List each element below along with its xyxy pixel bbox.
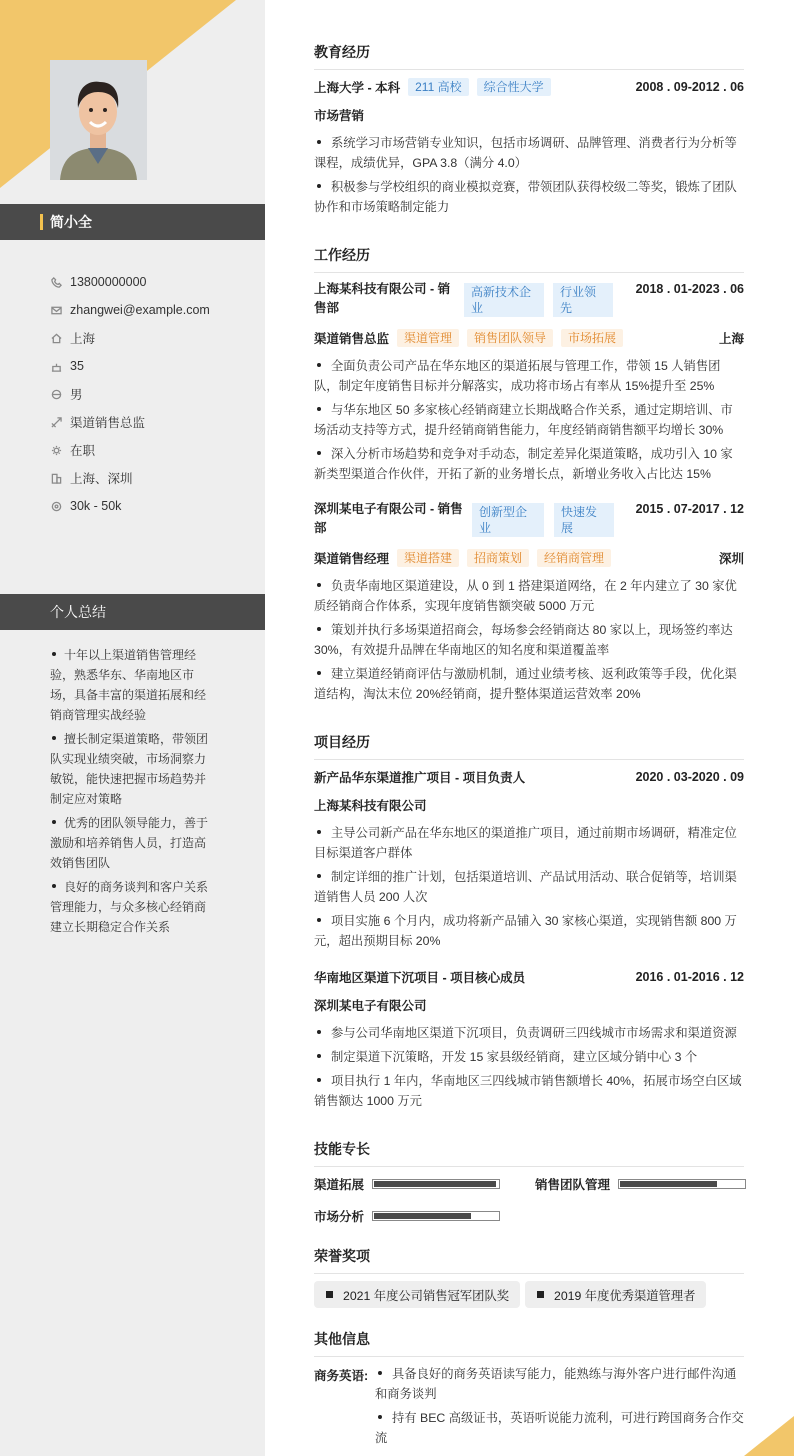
list-item: 参与公司华南地区渠道下沉项目，负责调研三四线城市市场需求和渠道资源 bbox=[314, 1023, 744, 1043]
work-section-title: 工作经历 bbox=[314, 245, 744, 273]
bullet-icon bbox=[317, 830, 321, 834]
list-item: 系统学习市场营销专业知识，包括市场调研、品牌管理、消费者行为分析等课程，成绩优异，GPA 3.8（满分 4.0） bbox=[314, 136, 737, 170]
job-date: 2015 . 07-2017 . 12 bbox=[635, 502, 744, 516]
contact-phone: 13800000000 bbox=[70, 275, 147, 289]
age-icon bbox=[50, 360, 62, 372]
education-date: 2008 . 09-2012 . 06 bbox=[635, 80, 744, 94]
job-tag: 创新型企 业 bbox=[472, 503, 544, 537]
bullet-icon bbox=[317, 1078, 321, 1082]
contact-item bbox=[50, 296, 210, 324]
bullet-icon bbox=[317, 184, 321, 188]
education-section-title: 教育经历 bbox=[314, 42, 744, 70]
bullet-icon bbox=[317, 874, 321, 878]
salary-icon bbox=[50, 500, 62, 512]
skill-tag: 招商策划 bbox=[467, 549, 529, 567]
contact-item bbox=[50, 324, 210, 352]
project-header bbox=[314, 768, 744, 786]
position-icon bbox=[50, 416, 62, 428]
bullet-icon bbox=[317, 363, 321, 367]
bullet-icon bbox=[317, 918, 321, 922]
other-section-title: 其他信息 bbox=[314, 1329, 744, 1357]
contact-target-city: 上海、深圳 bbox=[70, 472, 133, 486]
bullet-icon bbox=[317, 627, 321, 631]
list-item: 负责华南地区渠道建设，从 0 到 1 搭建渠道网络，在 2 年内建立了 30 家优质经销商合作体系，实现年度销售额突破 5000 万元 bbox=[314, 579, 737, 613]
skill-tag: 渠道搭建 bbox=[397, 549, 459, 567]
city-icon bbox=[50, 472, 62, 484]
job-company: 上海某科技有限公司 - 销 售部 bbox=[314, 282, 451, 315]
list-item: 建立渠道经销商评估与激励机制，通过业绩考核、返利政策等手段，优化渠道结构，淘汰末位 20%经销商，提升整体渠道运营效率 20% bbox=[314, 667, 737, 701]
gender-icon bbox=[50, 388, 62, 400]
skill-bar-fill bbox=[374, 1181, 496, 1187]
bullet-icon bbox=[317, 1030, 321, 1034]
contact-item bbox=[50, 464, 210, 492]
list-item: 策划并执行多场渠道招商会，每场参会经销商达 80 家以上，现场签约率达 30%，有效提升品牌在华南地区的知名度和渠道覆盖率 bbox=[314, 623, 733, 657]
contact-item bbox=[50, 436, 210, 464]
job-date: 2018 . 01-2023 . 06 bbox=[635, 282, 744, 296]
status-icon bbox=[50, 444, 62, 456]
summary-item: 擅长制定渠道策略，带领团队实现业绩突破，市场洞察力敏锐，能快速把握市场趋势并制定应对策略 bbox=[50, 732, 209, 806]
bullet-icon bbox=[52, 884, 56, 888]
contact-status: 在职 bbox=[70, 444, 96, 458]
sidebar bbox=[0, 0, 265, 1456]
profile-name: 简小全 bbox=[50, 214, 92, 230]
skill-bar bbox=[372, 1211, 500, 1221]
project-date: 2016 . 01-2016 . 12 bbox=[635, 970, 744, 984]
contact-item bbox=[50, 352, 210, 380]
skill-name: 渠道拓展 bbox=[314, 1178, 365, 1192]
education-tag: 综合性大学 bbox=[477, 78, 551, 96]
summary-item: 优秀的团队领导能力，善于激励和培养销售人员，打造高效销售团队 bbox=[50, 816, 209, 870]
other-list bbox=[375, 1364, 744, 1452]
list-item: 积极参与学校组织的商业模拟竞赛，带领团队获得校级二等奖，锻炼了团队协作和市场策略制定能力 bbox=[314, 180, 737, 214]
skill-tag: 市场拓展 bbox=[561, 329, 623, 347]
bullet-icon bbox=[317, 407, 321, 411]
bullet-icon bbox=[317, 451, 321, 455]
name-accent bbox=[40, 214, 43, 230]
education-list bbox=[314, 133, 744, 221]
education-major: 市场营销 bbox=[314, 109, 365, 123]
education-school: 上海大学 - 本科 bbox=[314, 81, 401, 95]
project-name: 华南地区渠道下沉项目 - 项目核心成员 bbox=[314, 971, 526, 985]
skill-tag: 经销商管理 bbox=[537, 549, 611, 567]
summary-item: 十年以上渠道销售管理经验，熟悉华东、华南地区市场，具备丰富的渠道拓展和经销商管理实战经验 bbox=[50, 648, 207, 722]
skill-tag: 销售团队领导 bbox=[467, 329, 553, 347]
project-header bbox=[314, 968, 744, 986]
bullet-icon bbox=[378, 1371, 382, 1375]
list-item: 全面负责公司产品在华东地区的渠道拓展与管理工作，带领 15 人销售团队，制定年度销售目标并分解落实，成功将市场占有率从 15%提升至 25% bbox=[314, 359, 721, 393]
skill-bar-fill bbox=[374, 1213, 471, 1219]
list-item: 项目实施 6 个月内，成功将新产品铺入 30 家核心渠道，实现销售额 800 万元，超出预期目标 20% bbox=[314, 914, 737, 948]
phone-icon bbox=[50, 276, 62, 288]
skill-name: 销售团队管理 bbox=[535, 1178, 611, 1192]
list-item: 具备良好的商务英语读写能力，能熟练与海外客户进行邮件沟通和商务谈判 bbox=[375, 1367, 737, 1401]
contact-salary: 30k - 50k bbox=[70, 499, 122, 513]
job-duty-list bbox=[314, 576, 744, 708]
skill-item bbox=[314, 1175, 500, 1193]
job-tag: 行业领 先 bbox=[553, 283, 613, 317]
job-role-row bbox=[314, 549, 744, 567]
job-tag: 快速发 展 bbox=[554, 503, 614, 537]
job-company: 深圳某电子有限公司 - 销售 部 bbox=[314, 502, 463, 535]
bullet-icon bbox=[317, 1054, 321, 1058]
skill-bar-fill bbox=[620, 1181, 717, 1187]
skill-item bbox=[535, 1175, 746, 1193]
summary-item: 良好的商务谈判和客户关系管理能力，与众多核心经销商建立长期稳定合作关系 bbox=[50, 880, 209, 934]
job-city: 上海 bbox=[718, 332, 744, 346]
project-company: 上海某科技有限公司 bbox=[314, 799, 427, 813]
project-list bbox=[314, 1023, 744, 1115]
honors-section-title: 荣誉奖项 bbox=[314, 1246, 744, 1274]
project-date: 2020 . 03-2020 . 09 bbox=[635, 770, 744, 784]
corner-decoration bbox=[744, 1416, 794, 1456]
project-company: 深圳某电子有限公司 bbox=[314, 999, 427, 1013]
skill-tag: 渠道管理 bbox=[397, 329, 459, 347]
list-item: 制定渠道下沉策略，开发 15 家县级经销商，建立区域分销中心 3 个 bbox=[314, 1047, 744, 1067]
job-duty-list bbox=[314, 356, 744, 488]
contact-gender: 男 bbox=[70, 388, 83, 402]
projects-section-title: 项目经历 bbox=[314, 732, 744, 760]
education-header bbox=[314, 78, 744, 96]
job-tag: 高新技术企 业 bbox=[464, 283, 544, 317]
summary-header bbox=[0, 594, 265, 630]
list-item: 制定详细的推广计划，包括渠道培训、产品试用活动、联合促销等，培训渠道销售人员 200 人次 bbox=[314, 870, 737, 904]
award-badge: 2021 年度公司销售冠军团队奖 bbox=[314, 1281, 520, 1308]
list-item: 主导公司新产品在华东地区的渠道推广项目，通过前期市场调研，精准定位目标渠道客户群体 bbox=[314, 826, 737, 860]
award-badge: 2019 年度优秀渠道管理者 bbox=[525, 1281, 706, 1308]
summary-list bbox=[50, 645, 215, 941]
bullet-icon bbox=[317, 671, 321, 675]
name-bar bbox=[0, 204, 265, 240]
contact-item bbox=[50, 492, 210, 520]
education-tag: 211 高校 bbox=[408, 78, 468, 96]
project-list bbox=[314, 823, 744, 955]
job-city: 深圳 bbox=[718, 552, 744, 566]
skill-bar bbox=[618, 1179, 746, 1189]
skill-item bbox=[314, 1207, 500, 1225]
avatar-photo-icon bbox=[50, 60, 147, 180]
bullet-icon bbox=[378, 1415, 382, 1419]
job-role-row bbox=[314, 329, 744, 347]
project-name: 新产品华东渠道推广项目 - 项目负责人 bbox=[314, 771, 526, 785]
home-icon bbox=[50, 332, 62, 344]
contact-list bbox=[50, 268, 210, 520]
bullet-icon bbox=[52, 820, 56, 824]
bullet-icon bbox=[317, 583, 321, 587]
bullet-icon bbox=[52, 736, 56, 740]
bullet-icon bbox=[317, 140, 321, 144]
contact-email: zhangwei@example.com bbox=[70, 303, 210, 317]
contact-item bbox=[50, 268, 210, 296]
skill-name: 市场分析 bbox=[314, 1210, 365, 1224]
other-label: 商务英语: bbox=[314, 1369, 369, 1383]
skills-section-title: 技能专长 bbox=[314, 1139, 744, 1167]
contact-age: 35 bbox=[70, 359, 84, 373]
contact-item bbox=[50, 408, 210, 436]
summary-title: 个人总结 bbox=[50, 604, 106, 620]
contact-item bbox=[50, 380, 210, 408]
skill-bar bbox=[372, 1179, 500, 1189]
mail-icon bbox=[50, 304, 62, 316]
avatar bbox=[50, 60, 147, 180]
list-item: 持有 BEC 高级证书，英语听说能力流利，可进行跨国商务合作交流 bbox=[375, 1411, 744, 1445]
award-icon bbox=[537, 1291, 544, 1298]
list-item: 深入分析市场趋势和竞争对手动态，制定差异化渠道策略，成功引入 10 家新类型渠道合作伙伴，开拓了新的业务增长点，新增业务收入占比达 15% bbox=[314, 447, 733, 481]
contact-location: 上海 bbox=[70, 332, 96, 346]
bullet-icon bbox=[52, 652, 56, 656]
list-item: 项目执行 1 年内，华南地区三四线城市销售额增长 40%，拓展市场空白区域销售额达 1000 万元 bbox=[314, 1074, 742, 1108]
list-item: 与华东地区 50 多家核心经销商建立长期战略合作关系，通过定期培训、市场活动支持等方式，提升经销商销售能力，年度经销商销售额平均增长 30% bbox=[314, 403, 733, 437]
award-icon bbox=[326, 1291, 333, 1298]
job-role: 渠道销售总监 bbox=[314, 332, 390, 346]
contact-position: 渠道销售总监 bbox=[70, 416, 146, 430]
job-role: 渠道销售经理 bbox=[314, 552, 390, 566]
